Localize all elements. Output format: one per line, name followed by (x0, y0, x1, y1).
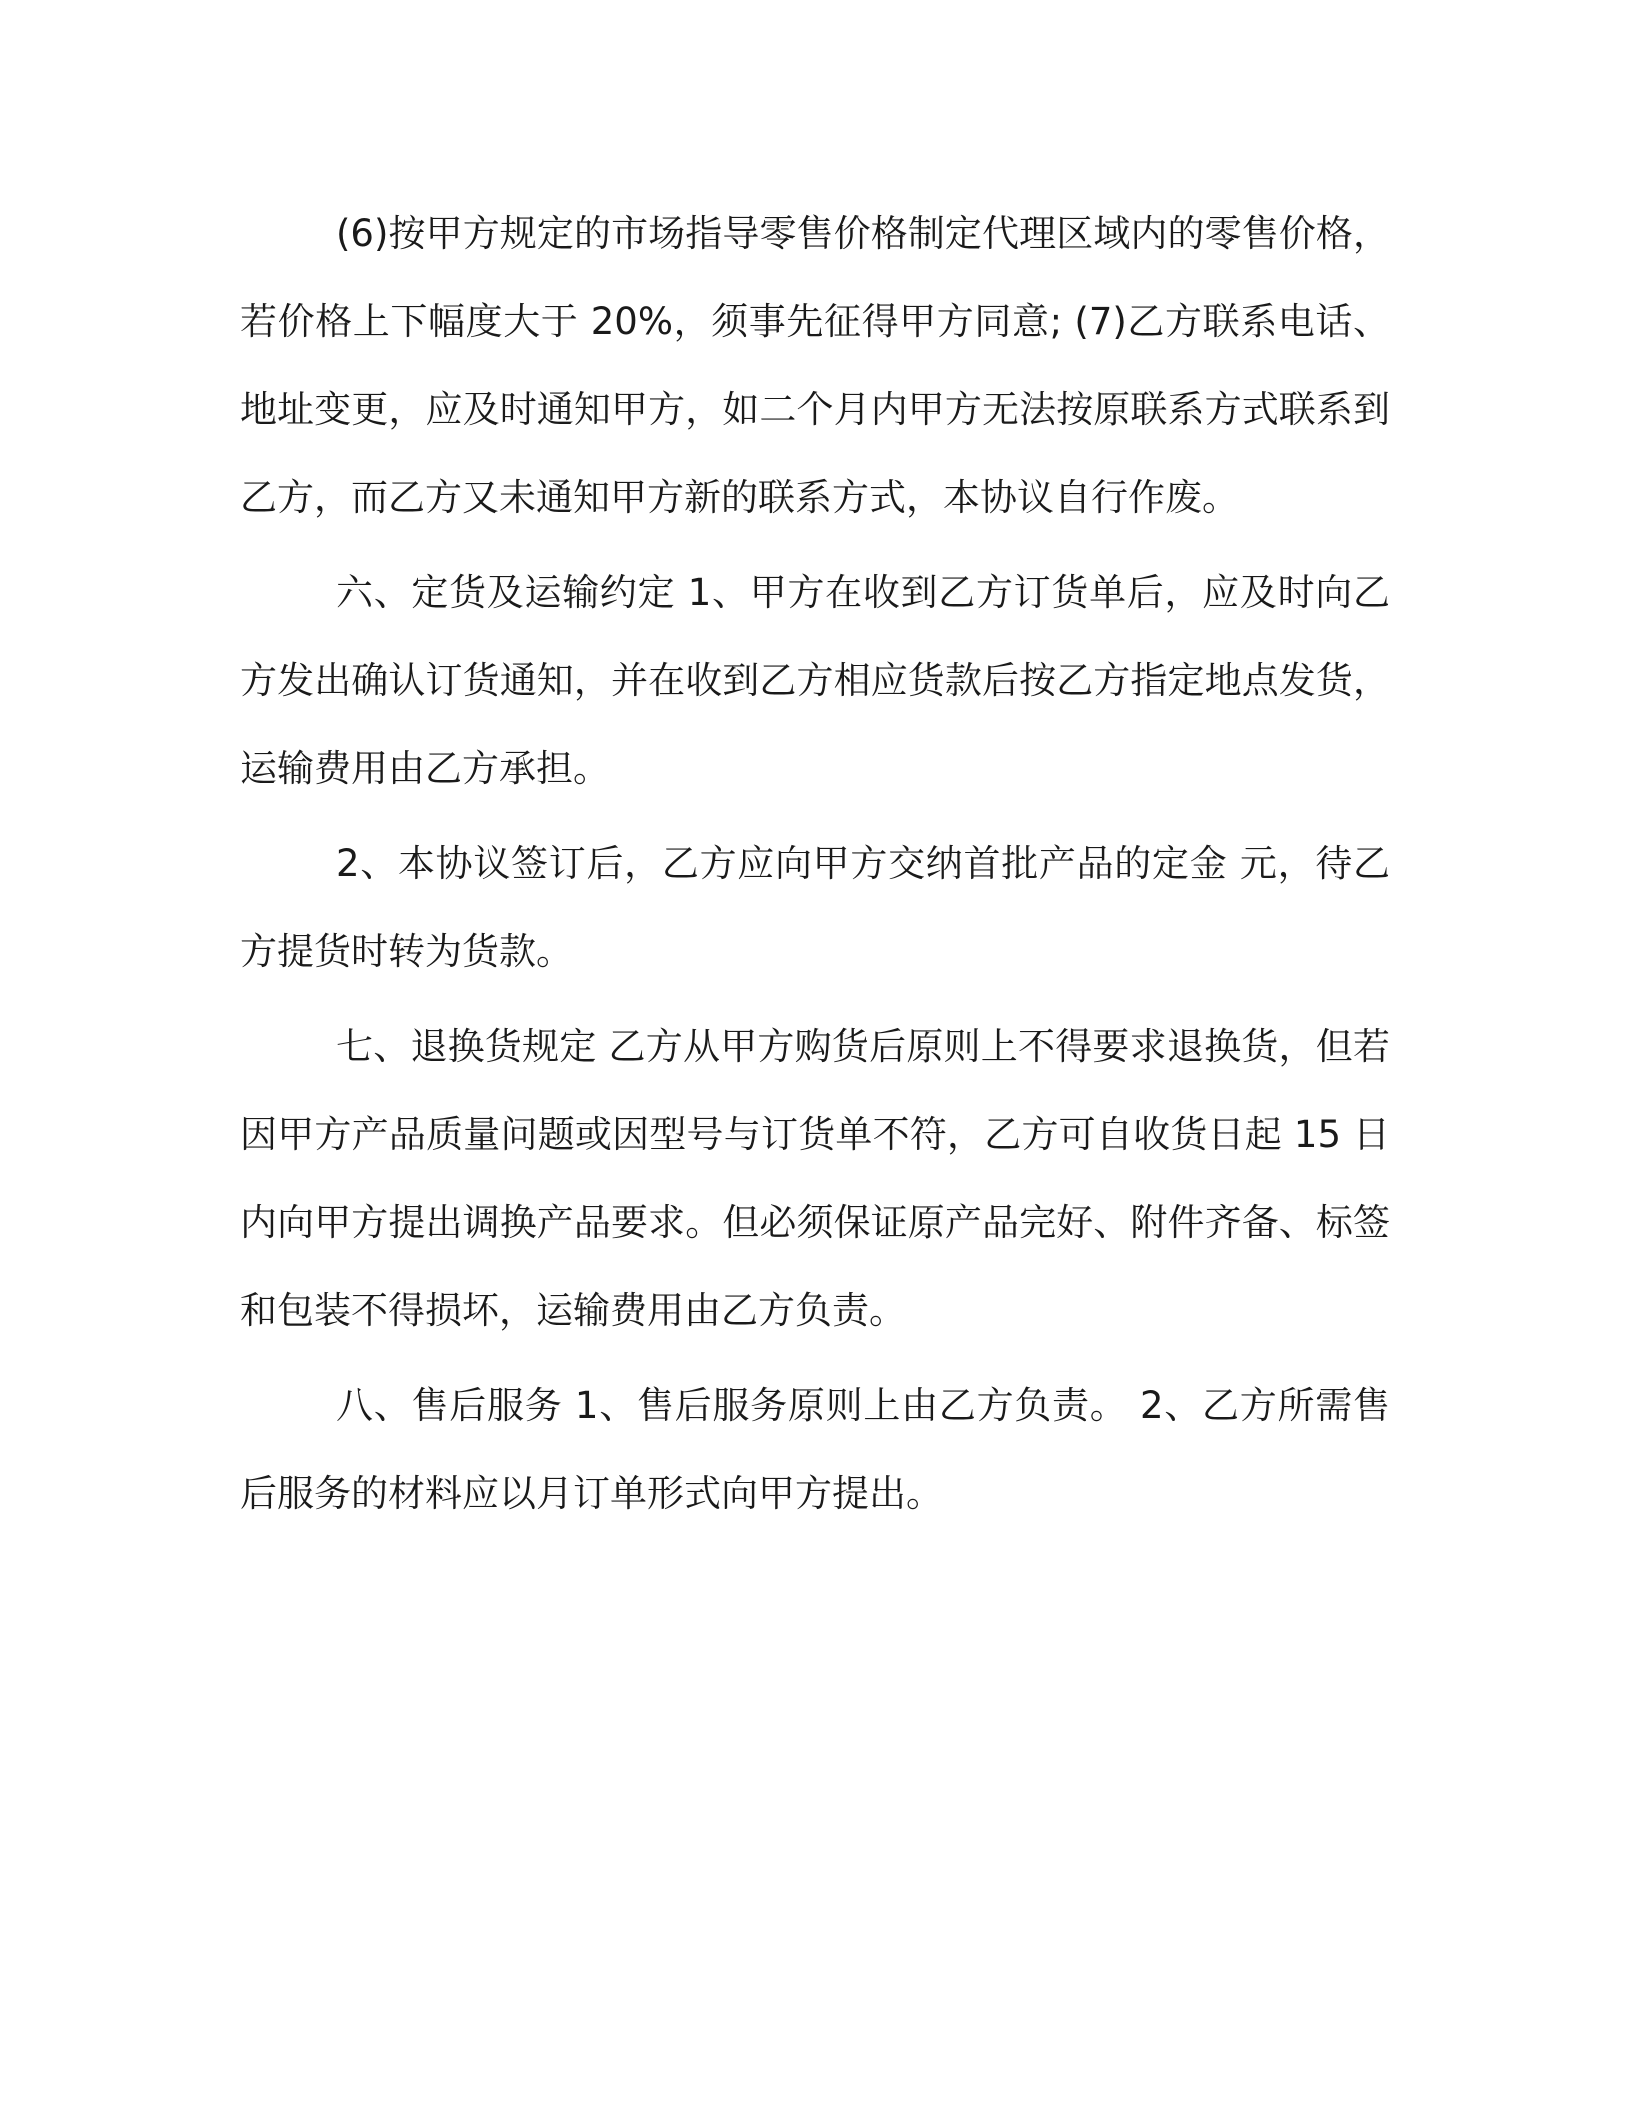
paragraph-deposit: 2、本协议签订后，乙方应向甲方交纳首批产品的定金 元，待乙方提货时转为货款。 (240, 842, 1390, 973)
paragraph-after-sales-service: 八、售后服务 1、售后服务原则上由乙方负责。 2、乙方所需售后服务的材料应以月订单形式向甲方提出。 (240, 1384, 1390, 1515)
document-body (240, 190, 1390, 1538)
paragraph-retail-price-and-contact: (6)按甲方规定的市场指导零售价格制定代理区域内的零售价格，若价格上下幅度大于 20%，须事先征得甲方同意; (7)乙方联系电话、地址变更，应及时通知甲方，如二个月内甲方无法按原联系方式联系到乙方，而乙方又未通知甲方新的联系方式，本协议自行作废。 (240, 212, 1390, 519)
paragraph-ordering-and-shipping: 六、定货及运输约定 1、甲方在收到乙方订货单后，应及时向乙方发出确认订货通知，并在收到乙方相应货款后按乙方指定地点发货，运输费用由乙方承担。 (240, 571, 1390, 790)
paragraph-returns-and-exchanges: 七、退换货规定 乙方从甲方购货后原则上不得要求退换货，但若因甲方产品质量问题或因型号与订货单不符，乙方可自收货日起 15 日内向甲方提出调换产品要求。但必须保证原产品完好、附件齐备、标签和包装不得损坏，运输费用由乙方负责。 (240, 1025, 1390, 1332)
